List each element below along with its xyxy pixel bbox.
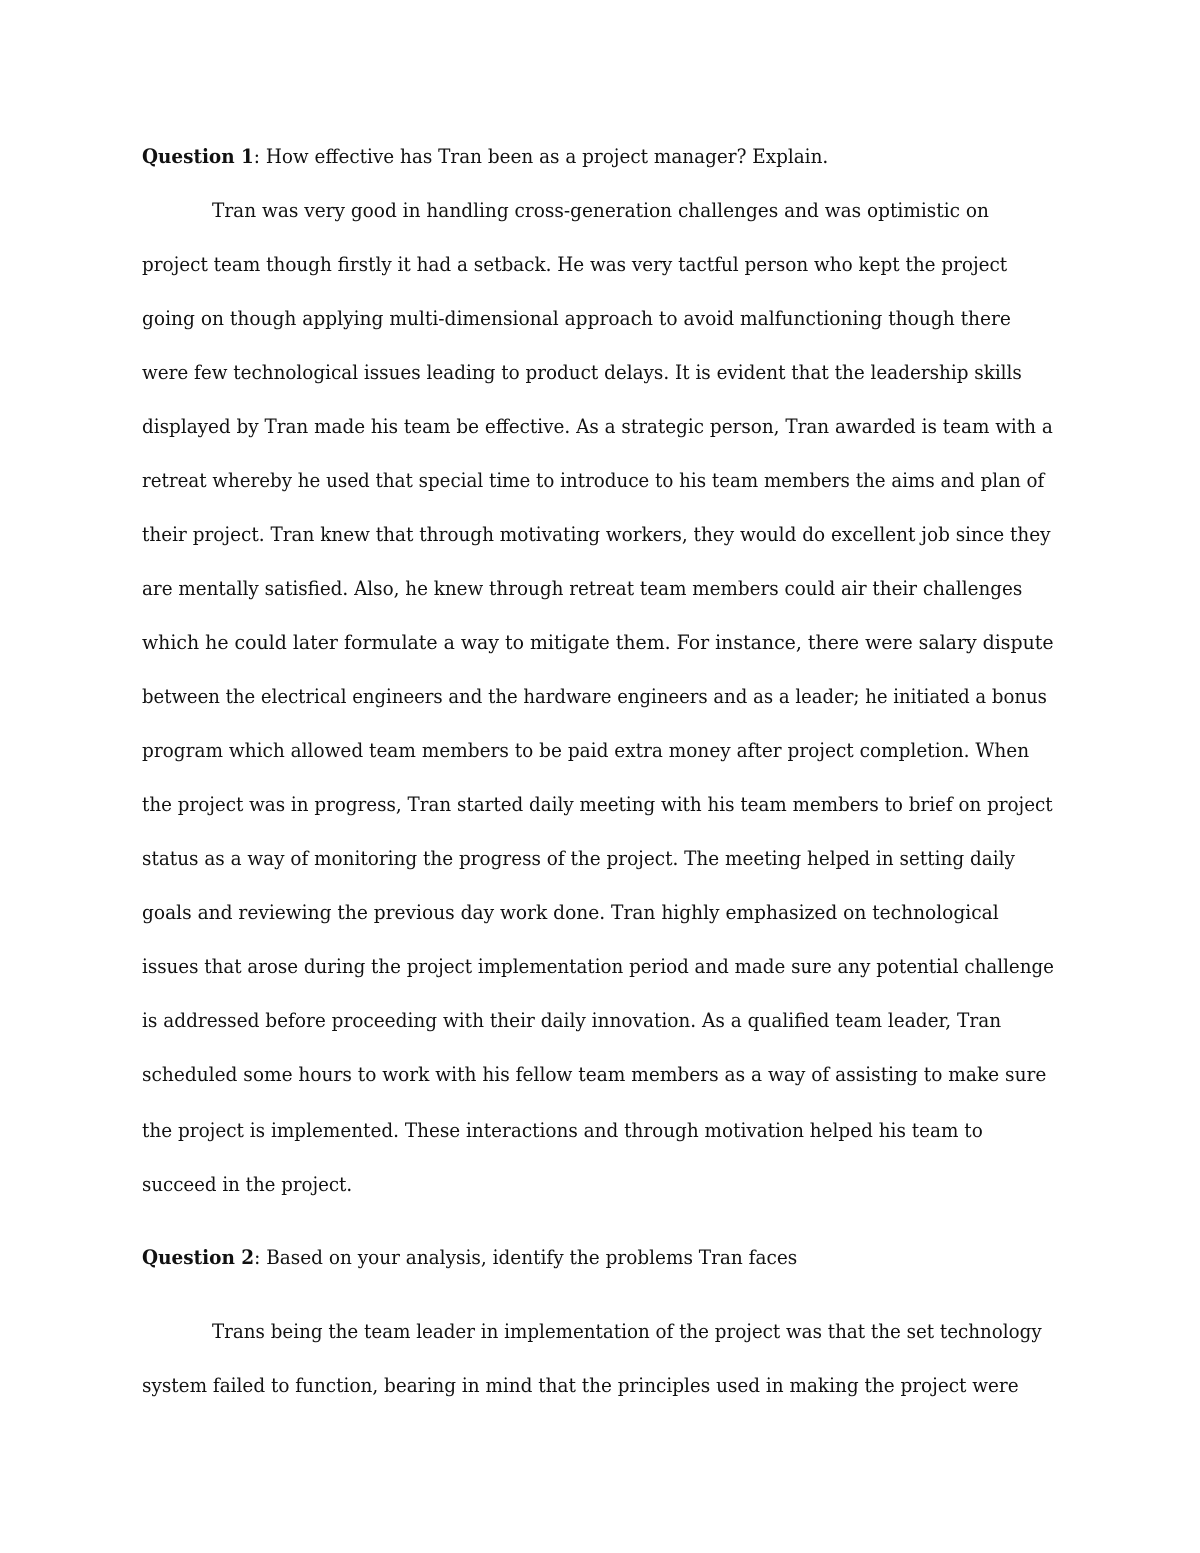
answer-2-line: Trans being the team leader in implementation of the project was that the set technology	[212, 1319, 1042, 1343]
answer-1-line: scheduled some hours to work with his fellow team members as a way of assisting to make sure	[142, 1062, 1047, 1086]
answer-1-line: status as a way of monitoring the progress of the project. The meeting helped in setting daily	[142, 846, 1015, 870]
question-2-heading	[142, 1242, 797, 1272]
answer-1-line: were few technological issues leading to product delays. It is evident that the leadership skills	[142, 360, 1022, 384]
answer-1-line: Tran was very good in handling cross-generation challenges and was optimistic on	[212, 198, 989, 222]
question-2-label: Question 2	[142, 1245, 255, 1269]
answer-2-line: system failed to function, bearing in mind that the principles used in making the project were	[142, 1373, 1019, 1397]
answer-1-line: displayed by Tran made his team be effective. As a strategic person, Tran awarded is team with a	[142, 414, 1053, 438]
question-1-text: : How effective has Tran been as a project manager? Explain.	[253, 144, 829, 168]
answer-1-line: between the electrical engineers and the hardware engineers and as a leader; he initiated a bonus	[142, 684, 1047, 708]
question-1-label: Question 1	[142, 144, 254, 168]
answer-1-line: goals and reviewing the previous day work done. Tran highly emphasized on technological	[142, 900, 999, 924]
question-1-heading	[142, 141, 828, 171]
answer-1-line: the project was in progress, Tran started daily meeting with his team members to brief on project	[142, 792, 1053, 816]
answer-1-line: project team though firstly it had a setback. He was very tactful person who kept the project	[142, 252, 1008, 276]
answer-1-line: which he could later formulate a way to mitigate them. For instance, there were salary dispute	[142, 630, 1054, 654]
question-2-text: : Based on your analysis, identify the problems Tran faces	[254, 1245, 798, 1269]
answer-1-line: program which allowed team members to be paid extra money after project completion. When	[142, 738, 1030, 762]
answer-1-line: retreat whereby he used that special time to introduce to his team members the aims and plan of	[142, 468, 1045, 492]
answer-1-line: going on though applying multi-dimensional approach to avoid malfunctioning though there	[142, 306, 1011, 330]
answer-1-line: the project is implemented. These interactions and through motivation helped his team to	[142, 1118, 983, 1142]
answer-1-line: succeed in the project.	[142, 1172, 353, 1196]
answer-1-line: their project. Tran knew that through motivating workers, they would do excellent job since they	[142, 522, 1051, 546]
answer-1-line: is addressed before proceeding with their daily innovation. As a qualified team leader, Tran	[142, 1008, 1002, 1032]
answer-1-line: issues that arose during the project implementation period and made sure any potential challenge	[142, 954, 1054, 978]
answer-1-line: are mentally satisfied. Also, he knew through retreat team members could air their challenges	[142, 576, 1023, 600]
